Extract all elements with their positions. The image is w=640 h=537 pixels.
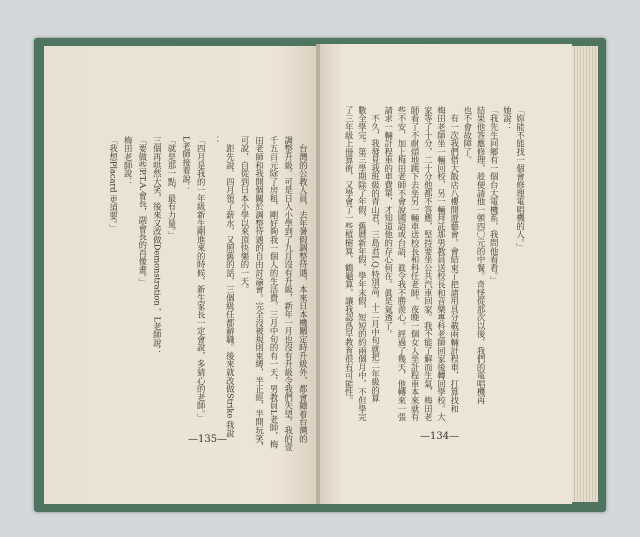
text-column: 些不安，加上梅田老師不會說國語或台語，眞令我不勝羨心。經過了幾天，他轉來一張 [396,106,407,422]
text-column: 師看了不耐煩地跳下去坐另一輛車送校長和科任老師。夜晚一個女人坐計程車本來就有 [410,106,421,422]
text-column: 數全學完。第三學期除了年假，舊曆新年假，學年末假，短短的約兩個月中，不但學完 [357,106,368,422]
text-column: 梅田老師坐一輛回校，另一輛拜託那男教員送校長和音樂專科老師回家後轉回學校。大 [436,106,447,422]
text-column: 不久，我發見我班級的青山君，三島君I.Q.特別高。十二月中旬就把二年級的算 [370,106,381,403]
text-column: 了三年級上冊算術，又學會了一些植樹算，鶴龜算，讓我認爲早教育很有可能性。 [344,106,355,405]
text-column: L老師接着說： [181,136,192,192]
text-column: 距先說，四月領了薪水，又照舊的話，三個級任都辭職。後來就改做Strike 我說 [225,136,236,438]
text-column: 田老師和我開個關於調整待遇的自由討論會。完全沒被規則束縛，半正經，半開玩笑， [254,136,265,452]
text-column: 請求一輛計程車的車費單，才知道他的存心何在。眞是氣透了。 [383,106,394,339]
text-column: 調整升級。可是日人小學到了九月沒有升級，新年一月也沒有升級令我們失望。我的壹 [283,136,294,452]
text-column: 「我先生同鄉有一個台大電機系，我問他看看。」 [489,106,500,285]
left-page-text [106,136,310,451]
page-number-right: —134— [420,431,460,442]
text-column: 「四月是我的一年級新生剛進來的時候，新生家長一定會說，多猜心的老師。」 [196,136,207,422]
page-number-left: —135— [188,434,228,445]
book-spine [316,44,320,504]
text-column: 也不會故障了。 [462,106,473,165]
text-column: 「要做些P.T.A.會長，副會長的肖像畫。」 [137,136,148,287]
text-column: 千五百元除了房租，剛好夠我一個人的生活費。三月中旬的有一天，男教員L老師，梅 [269,136,280,449]
text-column: 結果他答應修理，趁便請他一頓四〇元的中餐。奇怪從那次以後，我們的電唱機再 [476,106,487,405]
text-column: 台灣的公教人員，去年暑假調整待遇，本來日本機關定時升級外，都會隨着台灣的 [298,136,309,443]
right-page-text [343,106,528,421]
text-column: 可說，自從到日本小學以來頂快樂的一天。 [239,136,250,294]
text-column: 有一次我們借大飯店八樓開遊藝會。會結束了把諸用具分載兩輛計程車，打算找和 [449,106,460,413]
text-column: ： [210,136,221,145]
text-column: 三個再哄然大笑，後來又改做Demonstration ，L老師說： [152,136,163,356]
page-edges [572,46,598,502]
text-column: 「我想Placard 更須要。」 [108,136,119,233]
text-column: 「就是那一點，最有力量。」 [166,136,177,240]
text-column: 她說： [502,106,513,131]
text-column: 家等了十分，二十分他都不答應，堅持要坐公共汽車回家。我不能了解而生氣，梅田老 [423,106,434,422]
text-column: 梅田老師說： [123,136,134,186]
text-column: 「妳能不能找一個會修理電唱機的人。」 [515,106,526,252]
